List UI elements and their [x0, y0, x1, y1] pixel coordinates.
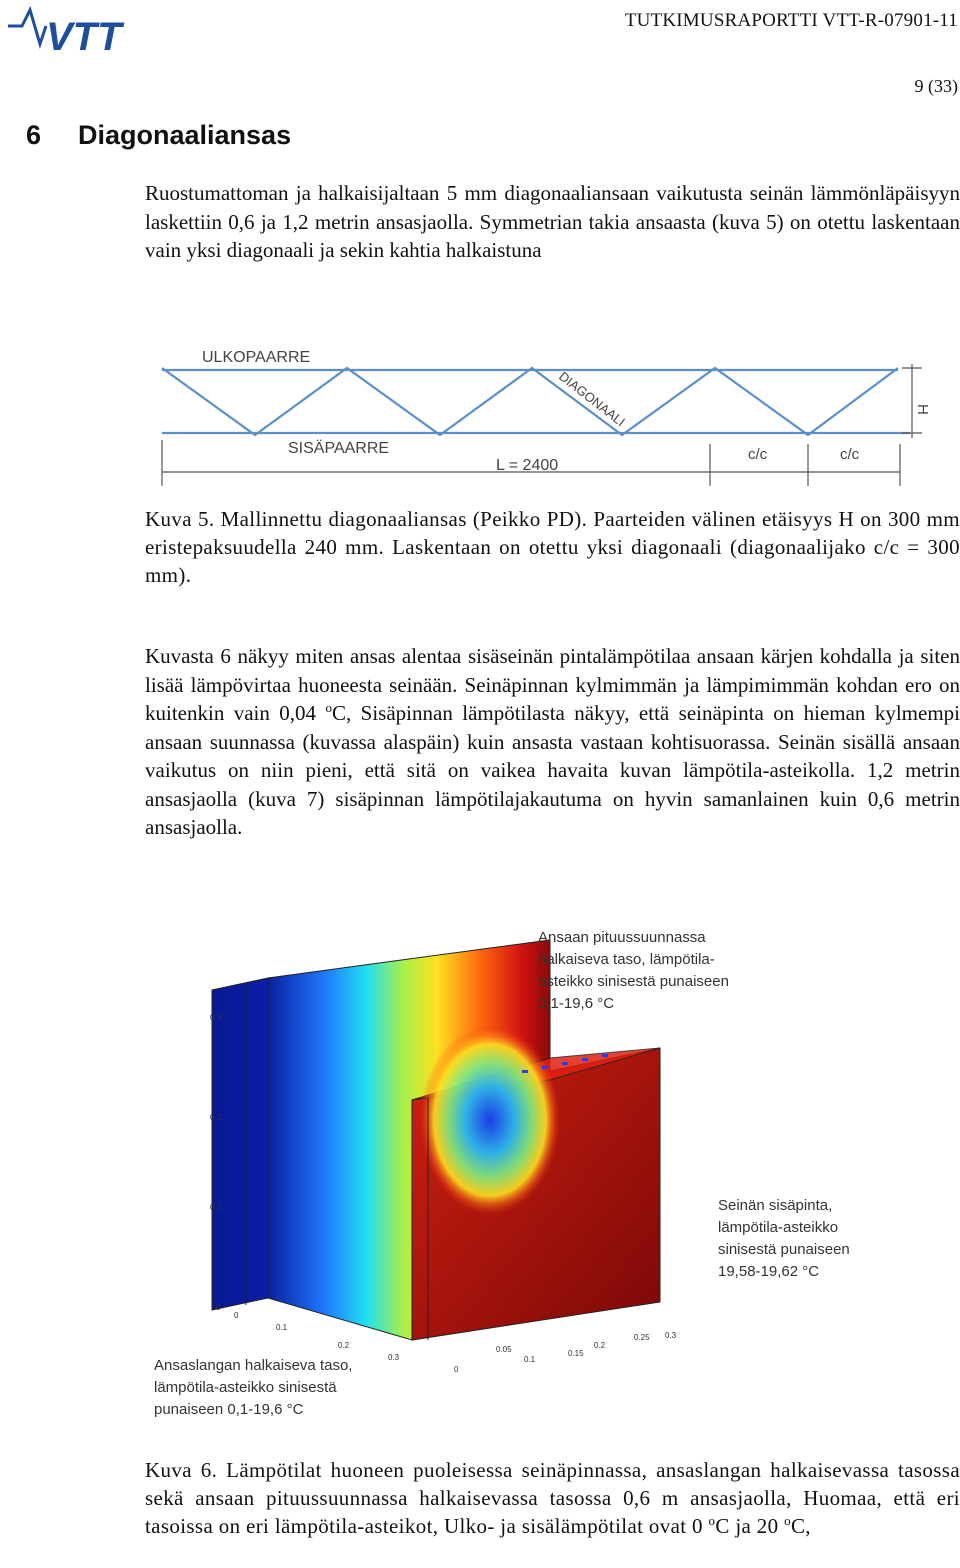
para2-part2: C, Sisäpinnan lämpötilasta näkyy, että seinäpinta on hieman kylmempi ansaan suunnassa (kuvassa alaspäin) kuin ansasta vastaan kohtisuorassa. Seinän sisällä ansaan vaikutus on niin pieni, että sitä on vaikea havaita kuvan lämpötila-asteikolla. 1,2 metrin ansasjaolla (kuva 7) sisäpinnan lämpötilajakautuma on hyvin samanlainen kuin 0,6 metrin ansasjaolla. — [145, 701, 960, 839]
figure-5-truss-diagram — [150, 340, 940, 495]
caption6-part2: C ja 20 — [715, 1514, 785, 1538]
annotation-top — [538, 929, 729, 1012]
tick-bl-3: 0.2 — [338, 1341, 350, 1350]
svg-text:punaiseen 0,1-19,6 °C: punaiseen 0,1-19,6 °C — [154, 1401, 304, 1418]
tick-bl-2: 0.1 — [276, 1323, 288, 1332]
tick-br-6: 0.25 — [634, 1333, 650, 1342]
tick-bl-1: 0 — [234, 1311, 239, 1320]
svg-text:19,58-19,62 °C: 19,58-19,62 °C — [718, 1263, 820, 1280]
tick-v-1: 0.3 — [210, 1013, 222, 1022]
paragraph-discussion — [145, 642, 960, 842]
tick-br-1: 0 — [454, 1365, 459, 1374]
caption6-part3: C, — [790, 1514, 811, 1538]
para2-part1: Kuvasta 6 näkyy miten ansas alentaa sisäseinän pintalämpötilaa ansaan kärjen kohdalla ja siten lisää lämpövirtaa huoneesta seinään. Seinäpinnan kylmimmän ja lämpimimmän kohdan ero on kuitenkin vain 0,04 — [145, 644, 960, 725]
tick-br-5: 0.2 — [594, 1341, 606, 1350]
tick-v-4: 0 — [216, 1303, 221, 1312]
tick-bl-4: 0.3 — [388, 1353, 400, 1362]
section-number: 6 — [26, 120, 42, 150]
tick-v-2: 0.2 — [210, 1113, 222, 1122]
svg-text:Ansaslangan halkaiseva taso,: Ansaslangan halkaiseva taso, — [154, 1357, 353, 1374]
svg-text:lämpötila-asteikko: lämpötila-asteikko — [718, 1219, 839, 1236]
tick-v-3: 0.1 — [210, 1203, 222, 1212]
svg-text:sinisestä punaiseen: sinisestä punaiseen — [718, 1241, 850, 1258]
logo-text: VTT — [46, 15, 122, 54]
vtt-logo — [6, 4, 162, 59]
degree-sup-1: o — [708, 1513, 716, 1528]
annotation-bottom — [154, 1357, 352, 1418]
figure-5-caption: Kuva 5. Mallinnettu diagonaaliansas (Peikko PD). Paarteiden välinen etäisyys H on 300 mm eristepaksuudella 240 mm. Laskentaan on otettu yksi diagonaali (diagonaalijako c/c = 300 mm). — [145, 507, 960, 587]
label-cc-1: c/c — [748, 446, 768, 463]
degree-sup-2: o — [784, 1513, 791, 1528]
svg-text:0,1-19,6 °C: 0,1-19,6 °C — [538, 995, 615, 1012]
page-number: 9 (33) — [914, 76, 958, 96]
report-code: TUTKIMUSRAPORTTI VTT-R-07901-11 — [624, 10, 958, 31]
label-sisapaarre: SISÄPAARRE — [288, 440, 390, 457]
tick-br-2: 0.05 — [496, 1345, 512, 1354]
label-length: L = 2400 — [496, 457, 559, 474]
paragraph-intro: Ruostumattoman ja halkaisijaltaan 5 mm diagonaaliansaan vaikutusta seinän lämmönläpäisyyn laskettiin 0,6 ja 1,2 metrin ansasjaolla. Symmetrian takia ansaasta (kuva 5) on otettu laskentaan vain yksi diagonaali ja sekin kahtia halkaistuna — [145, 181, 960, 262]
tick-br-4: 0.15 — [568, 1349, 584, 1358]
label-diagonaali: DIAGONAALI — [556, 368, 629, 430]
degree-sup: o — [325, 700, 332, 715]
label-ulkopaarre: ULKOPAARRE — [202, 349, 311, 366]
svg-text:Seinän sisäpinta,: Seinän sisäpinta, — [718, 1197, 833, 1214]
figure-6-thermal-simulation — [150, 920, 870, 1425]
diagonal-line — [162, 368, 898, 435]
annotation-right — [718, 1197, 850, 1280]
section-heading — [26, 120, 291, 151]
label-height: H — [914, 404, 931, 415]
svg-text:Ansaan pituussuunnassa: Ansaan pituussuunnassa — [538, 929, 706, 946]
label-cc-2: c/c — [840, 446, 860, 463]
figure-6-caption — [145, 1456, 960, 1540]
svg-text:asteikko sinisestä punaiseen: asteikko sinisestä punaiseen — [538, 973, 729, 990]
caption6-part1: Kuva 6. Lämpötilat huoneen puoleisessa seinäpinnassa, ansaslangan halkaisevassa tasossa sekä ansaan pituussuunnassa halkaisevassa tasossa 0,6 m ansasjaolla, Huomaa, että eri tasoissa on eri lämpötila-asteikot, Ulko- ja sisälämpötilat ovat 0 — [145, 1458, 960, 1538]
tick-br-7: 0.3 — [665, 1331, 677, 1340]
tick-br-3: 0.1 — [524, 1355, 536, 1364]
svg-text:halkaiseva taso, lämpötila-: halkaiseva taso, lämpötila- — [538, 951, 715, 968]
section-title: Diagonaaliansas — [78, 120, 292, 150]
svg-text:lämpötila-asteikko sinisestä: lämpötila-asteikko sinisestä — [154, 1379, 337, 1396]
